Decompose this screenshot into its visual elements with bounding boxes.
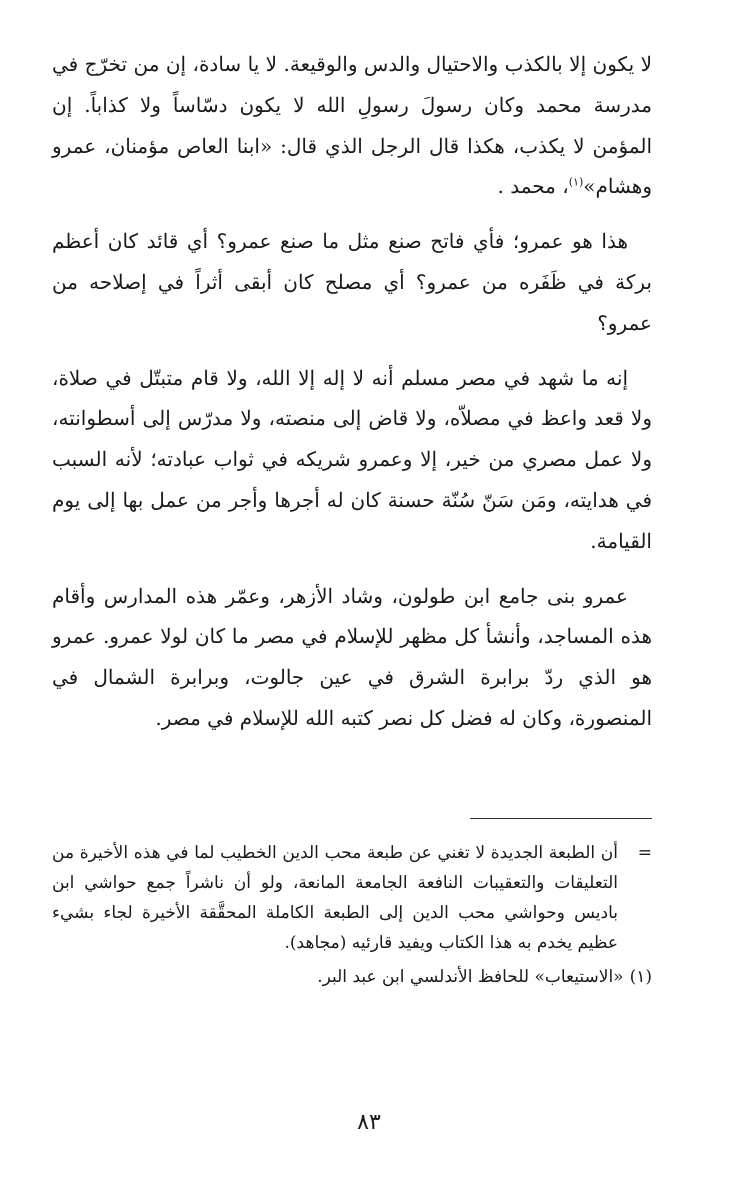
- footnote-1-text: «الاستيعاب» للحافظ الأندلسي ابن عبد البر.: [317, 967, 624, 987]
- paragraph-3: إنه ما شهد في مصر مسلم أنه لا إله إلا الله، ولا قام متبتّل في صلاة، ولا قعد واعظ في مصلاّه، ولا قاض إلى منصته، ولا مدرّس إلى أسطوانته، ولا عمل مصري من خير، إلا وعمرو شريكه في ثواب عبادته؛ لأنه السبب في هدايته، ومَن سَنّ سُنّة حسنة كان له أجرها وأجر من عمل بها إلى يوم القيامة.: [52, 365, 652, 553]
- paragraph-4: عمرو بنى جامع ابن طولون، وشاد الأزهر، وعمّر هذه المدارس وأقام هذه المساجد، وأنشأ كل مظهر للإسلام في مصر ما كان لولا عمرو. عمرو هو الذي ردّ برابرة الشرق في عين جالوت، وبرابرة الشمال في المنصورة، وكان له فضل كل نصر كتبه الله للإسلام في مصر.: [52, 583, 652, 730]
- page-number: ٨٣: [357, 1110, 381, 1135]
- footnote-continuation: [52, 838, 652, 958]
- continuation-marker: =: [637, 843, 652, 863]
- paragraph-1: [52, 44, 652, 207]
- footnote-1: [52, 962, 652, 992]
- footnote-ref-1[interactable]: (١): [568, 175, 584, 189]
- footnote-separator: [470, 818, 652, 819]
- footnote-1-number: (١): [629, 967, 652, 987]
- paragraph-1-tail: ، محمد .: [497, 174, 569, 199]
- footnote-continuation-text: أن الطبعة الجديدة لا تغني عن طبعة محب الدين الخطيب لما في هذه الأخيرة من التعليقات والتعقيبات النافعة الجامعة المانعة، ولو أن ناشراً جمع حواشي ابن باديس وحواشي محب الدين إلى الطبعة الكاملة المحقَّقة الأخيرة لجاء بشيء عظيم يخدم به هذا الكتاب ويفيد قارئيه (مجاهد).: [52, 843, 618, 953]
- paragraph-2: هذا هو عمرو؛ فأي فاتح صنع مثل ما صنع عمرو؟ أي قائد كان أعظم بركة في ظَفَره من عمرو؟ أي مصلح كان أبقى أثراً في إصلاحه من عمرو؟: [52, 229, 652, 335]
- paragraph-1-text: لا يكون إلا بالكذب والاحتيال والدس والوقيعة. لا يا سادة، إن من تخرّج في مدرسة محمد وكان رسولَ رسولِ الله لا يكون دسّاساً ولا كذاباً. إن المؤمن لا يكذب، هكذا قال الرجل الذي قال: «ابنا العاص مؤمنان، عمرو وهشام»: [52, 52, 652, 199]
- page-body: [52, 44, 652, 749]
- footnotes-section: [52, 838, 652, 996]
